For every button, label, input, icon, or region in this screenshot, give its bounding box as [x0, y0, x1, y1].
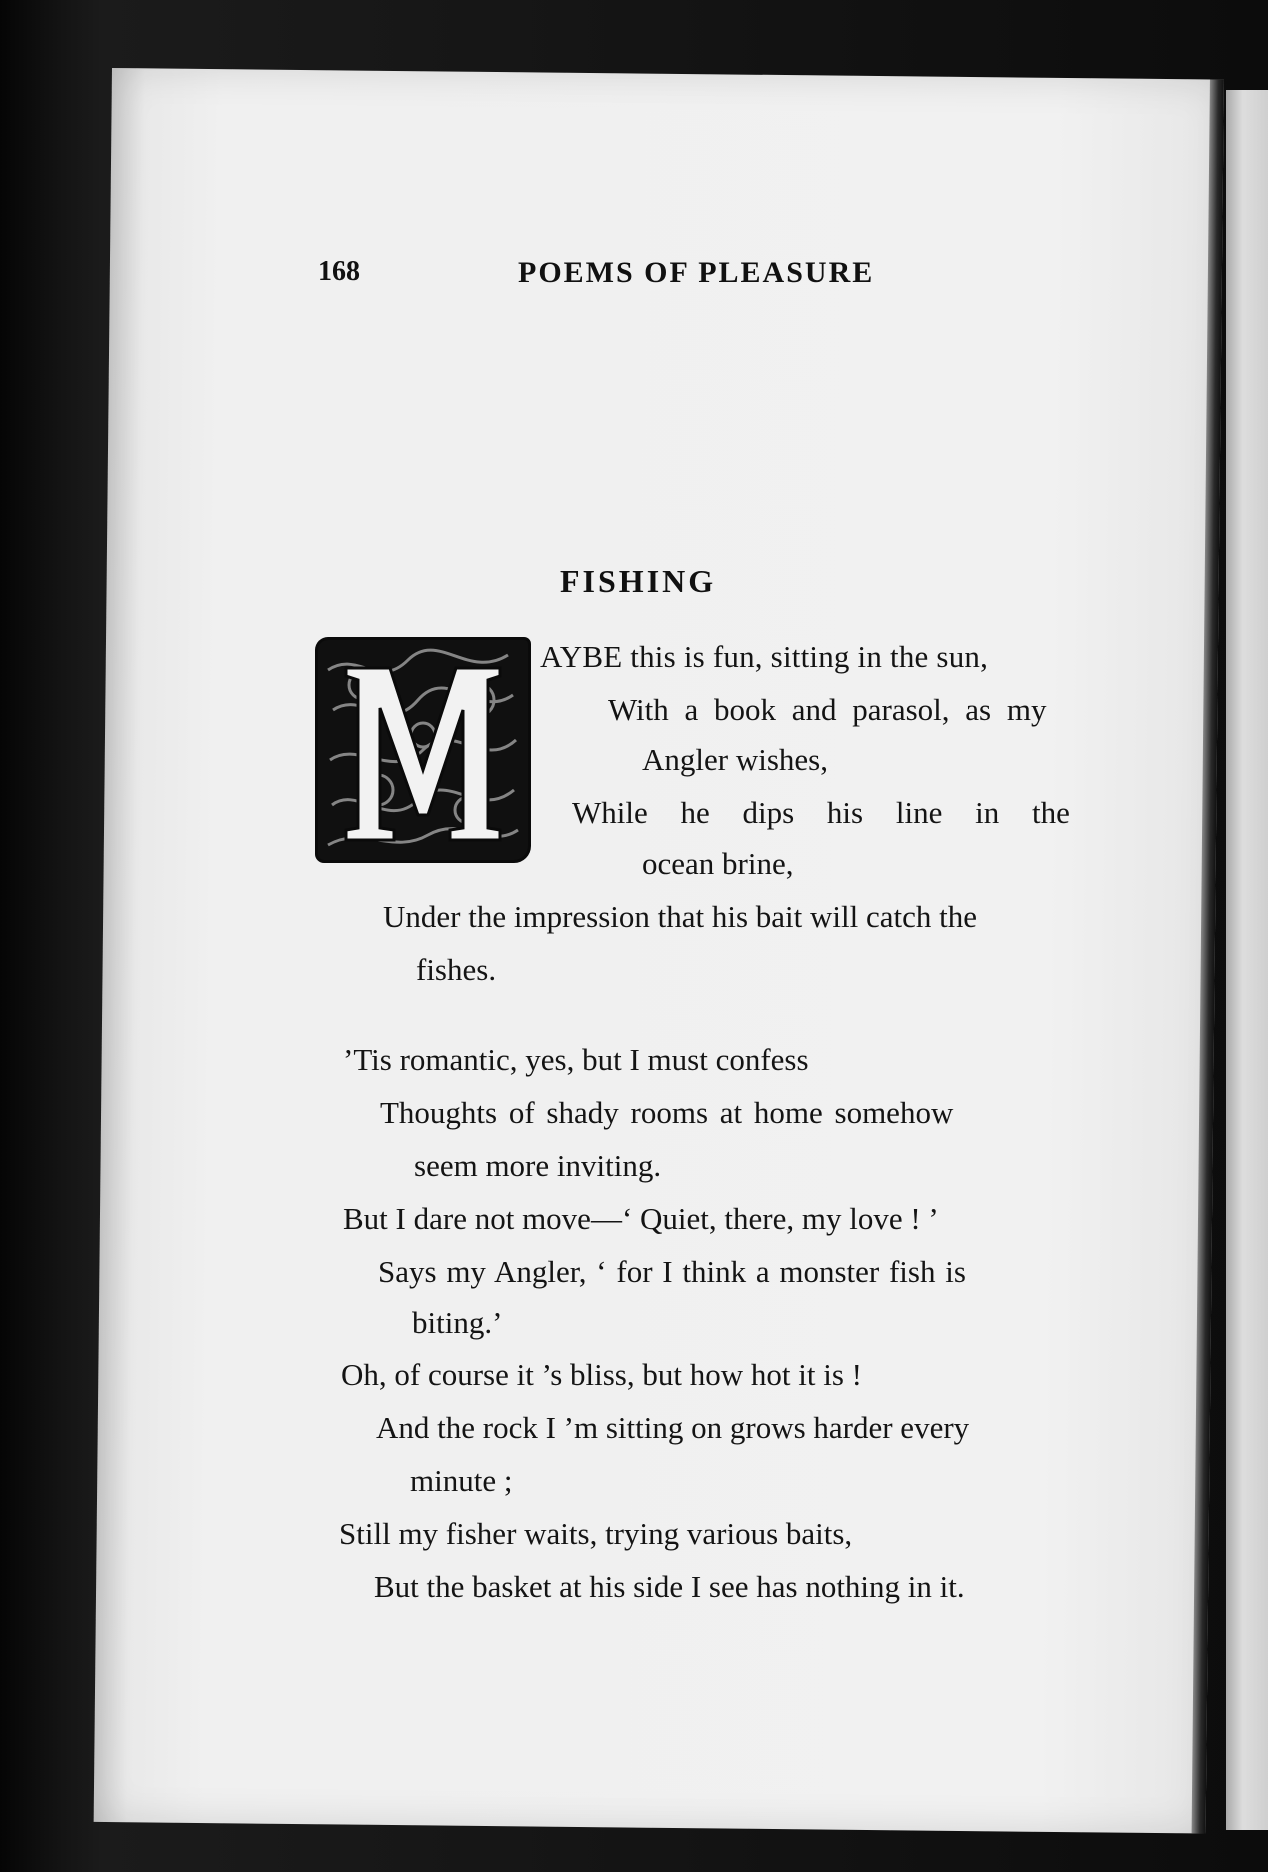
poem-line-4: While he dips his line in the: [572, 795, 1070, 830]
ornament-vine-icon: [318, 640, 528, 860]
poem-line-6: Under the impression that his bait will catch the: [383, 899, 978, 934]
poem-line-13: biting.’: [412, 1305, 503, 1340]
poem-line-16: minute ;: [410, 1463, 513, 1498]
poem-line-18: But the basket at his side I see has nothing in it.: [374, 1569, 965, 1604]
poem-line-8: ’Tis romantic, yes, but I must confess: [343, 1042, 809, 1077]
ornamental-drop-cap: [318, 640, 528, 860]
poem-line-7: fishes.: [416, 952, 497, 987]
poem-line-14: Oh, of course it ’s bliss, but how hot it is !: [341, 1357, 862, 1392]
page-header: [318, 256, 1118, 296]
poem-line-5: ocean brine,: [642, 846, 794, 881]
poem-line-1: AYBE this is fun, sitting in the sun,: [540, 639, 989, 674]
poem-line-12: Says my Angler, ‘ for I think a monster fish is: [378, 1254, 966, 1289]
poem-line-3: Angler wishes,: [642, 742, 828, 777]
poem-line-17: Still my fisher waits, trying various baits,: [339, 1516, 853, 1551]
poem-line-2: With a book and parasol, as my: [608, 692, 1047, 727]
poem-title: FISHING: [560, 563, 717, 599]
poem-line-11: But I dare not move—‘ Quiet, there, my love ! ’: [343, 1201, 939, 1236]
facing-page-edge: [1226, 90, 1268, 1830]
poem-line-10: seem more inviting.: [414, 1148, 662, 1183]
running-head: POEMS OF PLEASURE: [518, 256, 875, 289]
page-number: 168: [318, 256, 360, 287]
poem-line-9: Thoughts of shady rooms at home somehow: [380, 1095, 954, 1130]
poem-line-15: And the rock I ’m sitting on grows harder every: [376, 1410, 970, 1445]
